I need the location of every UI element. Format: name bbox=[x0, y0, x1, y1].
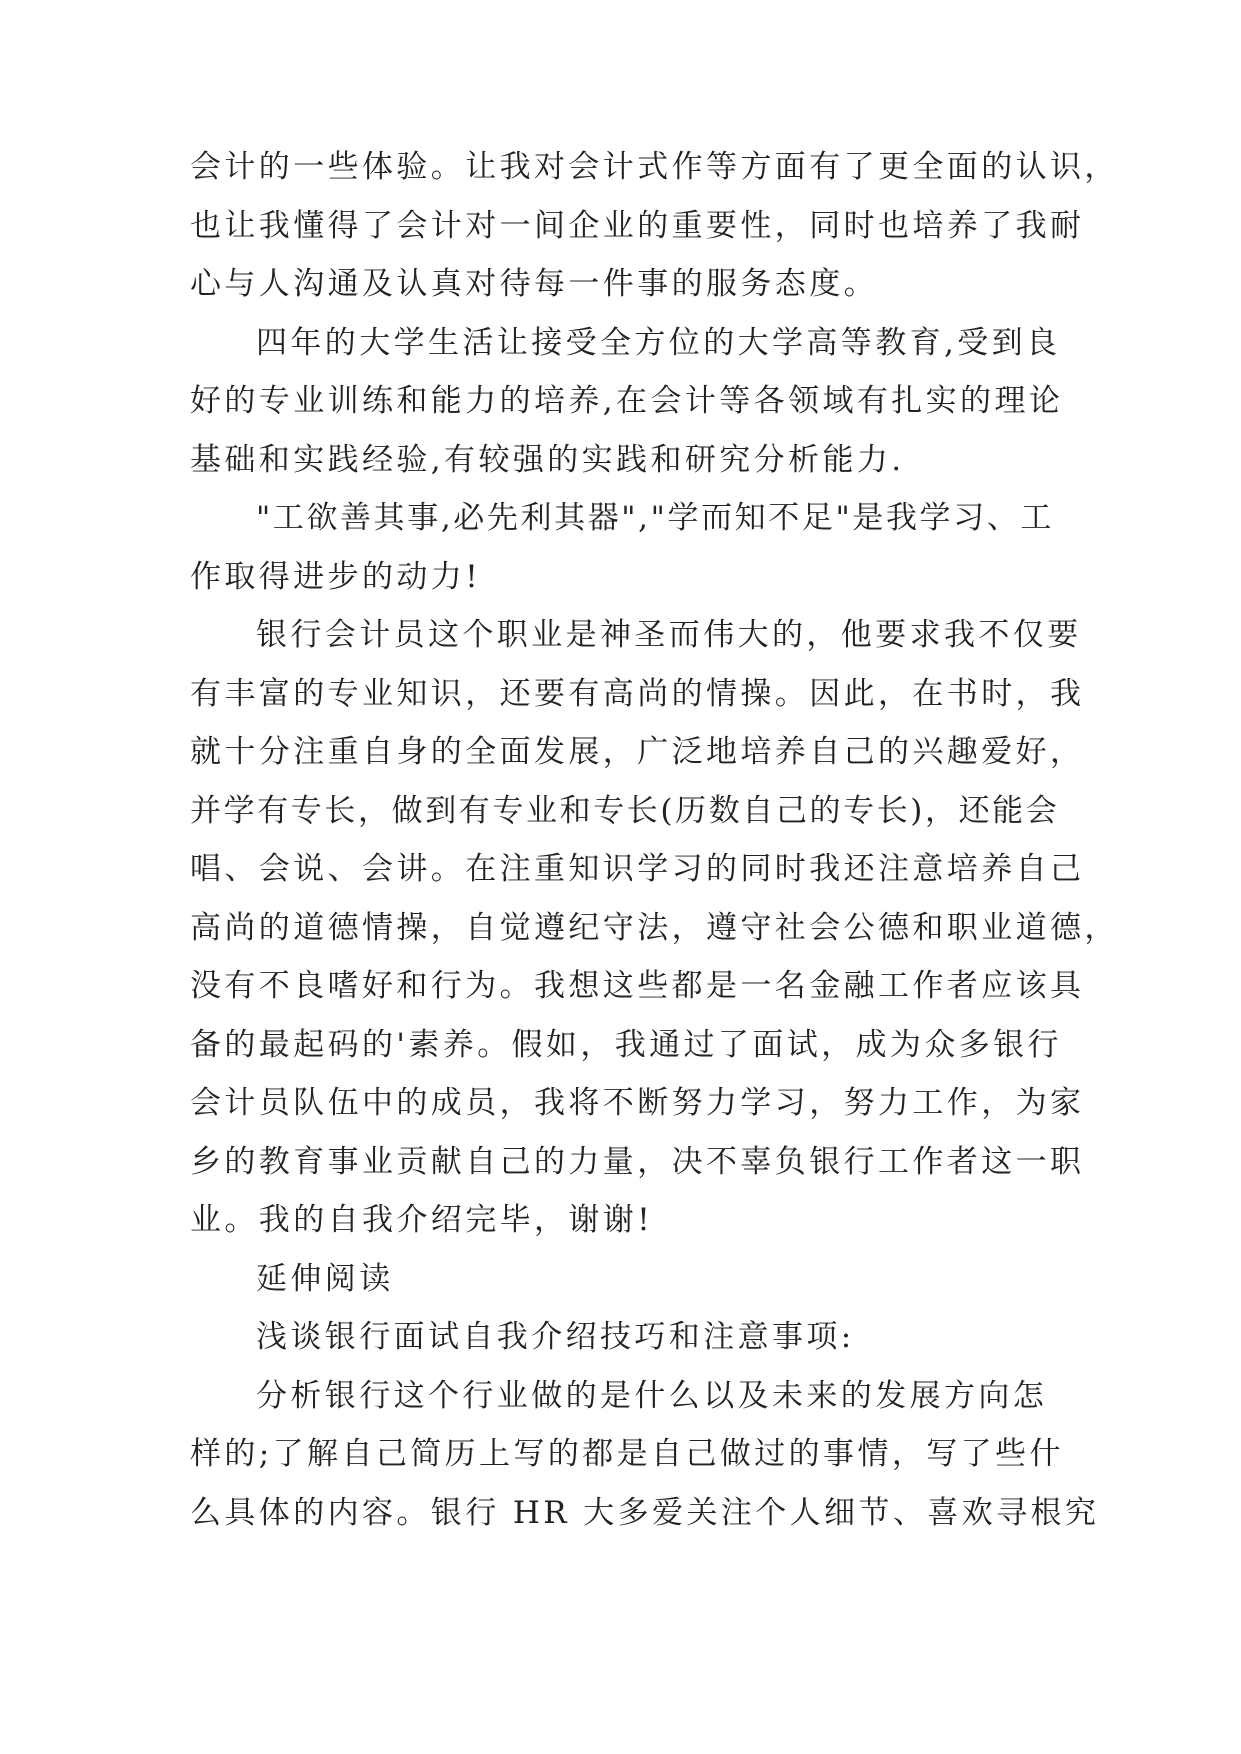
text-line: 乡的教育事业贡献自己的力量，决不辜负银行工作者这一职 bbox=[190, 1143, 1085, 1180]
text-line: 银行会计员这个职业是神圣而伟大的，他要求我不仅要 bbox=[256, 617, 1082, 653]
text-line: 心与人沟通及认真对待每一件事的服务态度。 bbox=[190, 266, 878, 302]
text-line: 作取得进步的动力! bbox=[190, 558, 482, 595]
text-line: 会计员队伍中的成员，我将不断努力学习，努力工作，为家 bbox=[190, 1085, 1085, 1121]
text-line: 就十分注重自身的全面发展，广泛地培养自己的兴趣爱好， bbox=[190, 734, 1085, 770]
text-line: 业。我的自我介绍完毕，谢谢! bbox=[190, 1202, 654, 1238]
text-line: "工欲善其事,必先利其器","学而知不足"是我学习、工 bbox=[256, 500, 1054, 536]
text-line: 并学有专长，做到有专业和专长(历数自己的专长)，还能会 bbox=[190, 792, 1060, 829]
document-body bbox=[190, 138, 1119, 1542]
text-line: 么具体的内容。银行 HR 大多爱关注个人细节、喜欢寻根究 bbox=[190, 1494, 1100, 1531]
text-line: 也让我懂得了会计对一间企业的重要性，同时也培养了我耐 bbox=[190, 207, 1085, 244]
text-line: 浅谈银行面试自我介绍技巧和注意事项: bbox=[256, 1319, 855, 1355]
text-line: 备的最起码的'素养。假如，我通过了面试，成为众多银行 bbox=[190, 1026, 1062, 1063]
section-heading: 延伸阅读 bbox=[256, 1260, 394, 1297]
text-line: 好的专业训练和能力的培养,在会计等各领域有扎实的理论 bbox=[190, 383, 1064, 419]
text-line: 基础和实践经验,有较强的实践和研究分析能力. bbox=[190, 441, 905, 478]
text-line: 高尚的道德情操，自觉遵纪守法，遵守社会公德和职业道德， bbox=[190, 909, 1119, 946]
text-line: 分析银行这个行业做的是什么以及未来的发展方向怎 bbox=[256, 1377, 1048, 1414]
text-line: 唱、会说、会讲。在注重知识学习的同时我还注意培养自己 bbox=[190, 851, 1085, 887]
text-line: 会计的一些体验。让我对会计式作等方面有了更全面的认识， bbox=[190, 149, 1119, 185]
text-line: 没有不良嗜好和行为。我想这些都是一名金融工作者应该具 bbox=[190, 968, 1085, 1004]
text-line: 有丰富的专业知识，还要有高尚的情操。因此，在书时，我 bbox=[190, 675, 1085, 712]
text-line: 四年的大学生活让接受全方位的大学高等教育,受到良 bbox=[256, 324, 1061, 361]
text-line: 样的;了解自己简历上写的都是自己做过的事情，写了些什 bbox=[190, 1436, 1064, 1472]
